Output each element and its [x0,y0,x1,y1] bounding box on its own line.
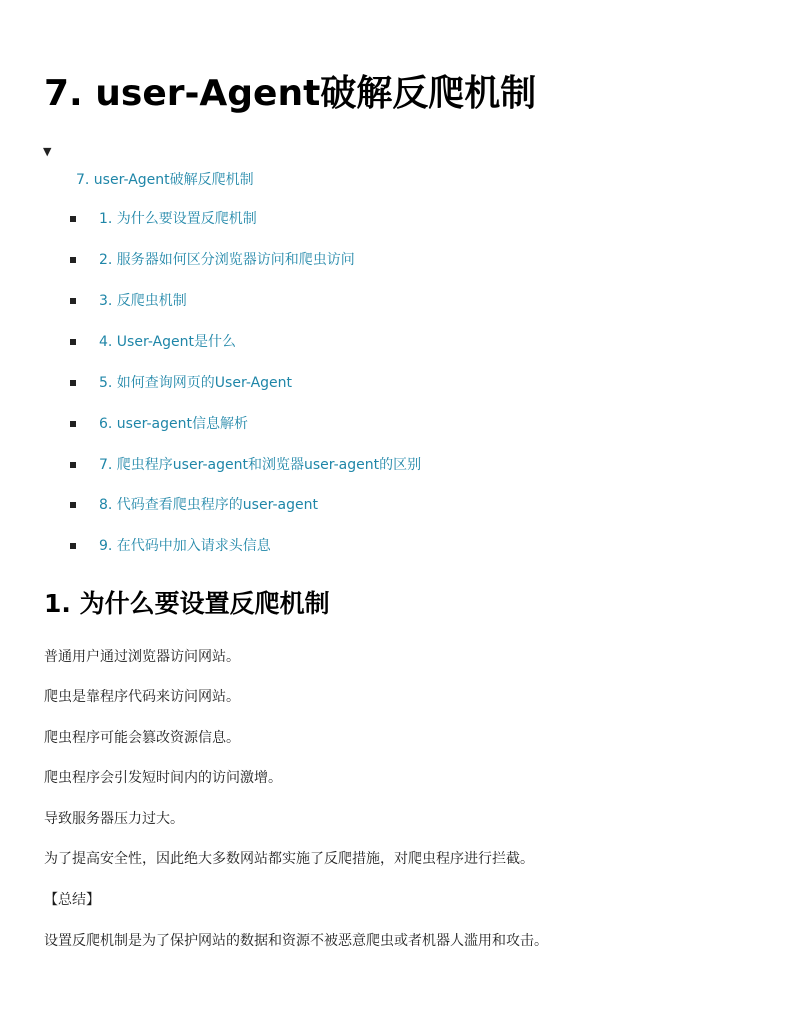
square-bullet-icon [70,543,76,549]
paragraph: 设置反爬机制是为了保护网站的数据和资源不被恶意爬虫或者机器人滥用和攻击。 [44,933,548,949]
section-heading: 1. 为什么要设置反爬机制 [44,589,330,618]
toc-link-8[interactable]: 8. 代码查看爬虫程序的user-agent [99,497,318,513]
square-bullet-icon [70,216,76,222]
square-bullet-icon [70,421,76,427]
square-bullet-icon [70,339,76,345]
paragraph: 普通用户通过浏览器访问网站。 [44,649,240,665]
paragraph: 为了提高安全性，因此绝大多数网站都实施了反爬措施，对爬虫程序进行拦截。 [44,851,534,867]
toc-root-link[interactable]: 7. user-Agent破解反爬机制 [76,172,254,188]
toc-link-5[interactable]: 5. 如何查询网页的User-Agent [99,375,293,391]
square-bullet-icon [70,298,76,304]
toc-link-4[interactable]: 4. User-Agent是什么 [99,334,237,350]
square-bullet-icon [70,380,76,386]
toc-link-6[interactable]: 6. user-agent信息解析 [99,416,248,432]
toc-link-7[interactable]: 7. 爬虫程序user-agent和浏览器user-agent的区别 [99,457,422,473]
square-bullet-icon [70,502,76,508]
square-bullet-icon [70,257,76,263]
square-bullet-icon [70,462,76,468]
toc-link-1[interactable]: 1. 为什么要设置反爬机制 [99,211,257,227]
toc-link-2[interactable]: 2. 服务器如何区分浏览器访问和爬虫访问 [99,252,355,268]
toc-link-9[interactable]: 9. 在代码中加入请求头信息 [99,538,271,554]
page-title: 7. user-Agent破解反爬机制 [44,73,537,114]
paragraph: 导致服务器压力过大。 [44,811,184,827]
toc-link-3[interactable]: 3. 反爬虫机制 [99,293,187,309]
paragraph: 爬虫是靠程序代码来访问网站。 [44,689,240,705]
summary-label: 【总结】 [44,892,100,908]
paragraph: 爬虫程序可能会篡改资源信息。 [44,730,240,746]
paragraph: 爬虫程序会引发短时间内的访问激增。 [44,770,282,786]
toc-collapse-triangle-icon[interactable]: ▼ [43,145,52,158]
